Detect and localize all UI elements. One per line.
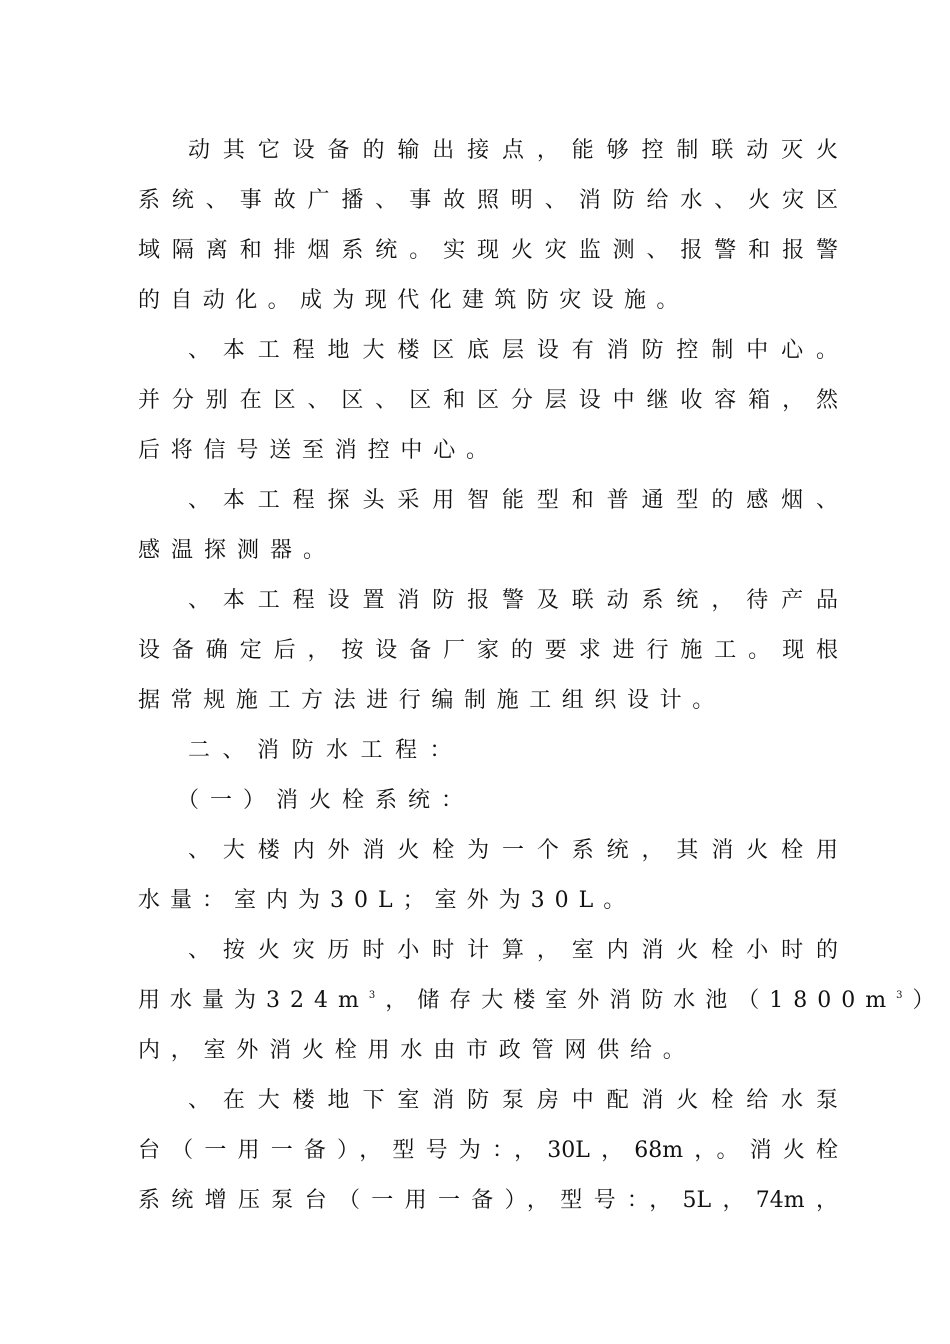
paragraph-line: 动其它设备的输出接点，能够控制联动灭火 xyxy=(188,138,838,163)
paragraph-line: 据常规施工方法进行编制施工组织设计。 xyxy=(138,688,725,713)
paragraph-line xyxy=(138,981,945,1021)
paragraph-line: 后将信号送至消控中心。 xyxy=(138,438,499,463)
paragraph-line: 内，室外消火栓用水由市政管网供给。 xyxy=(138,1038,696,1063)
text-segment: ） xyxy=(912,988,945,1013)
paragraph-line: 台（一用一备），型号为：，30L，68m，。消火栓 xyxy=(138,1138,838,1163)
superscript: 3 xyxy=(368,990,386,1001)
paragraph-line: 水量：室内为30L；室外为30L。 xyxy=(138,888,636,913)
paragraph-line: 、在大楼地下室消防泵房中配消火栓给水泵 xyxy=(188,1088,838,1113)
paragraph-line: 、大楼内外消火栓为一个系统，其消火栓用 xyxy=(188,838,838,863)
paragraph-line: 域隔离和排烟系统。实现火灾监测、报警和报警 xyxy=(138,238,838,263)
paragraph-line: 、本工程设置消防报警及联动系统，待产品 xyxy=(188,588,838,613)
paragraph-line: 的自动化。成为现代化建筑防灾设施。 xyxy=(138,288,689,313)
paragraph-line: 系统增压泵台（一用一备），型号：，5L，74m， xyxy=(138,1188,838,1213)
paragraph-line: 、本工程地大楼区底层设有消防控制中心。 xyxy=(188,338,838,363)
paragraph-line: 设备确定后，按设备厂家的要求进行施工。现根 xyxy=(138,638,838,663)
text-segment: ，储存大楼室外消防水池（1800m xyxy=(385,988,897,1013)
text-segment: 用水量为324m xyxy=(138,988,369,1013)
paragraph-line: 并分别在区、区、区和区分层设中继收容箱，然 xyxy=(138,388,838,413)
paragraph-line: 感温探测器。 xyxy=(138,538,337,563)
section-heading: 二、消防水工程： xyxy=(188,738,465,763)
subsection-heading: （一）消火栓系统： xyxy=(177,788,475,813)
paragraph-line: 、本工程探头采用智能型和普通型的感烟、 xyxy=(188,488,838,513)
paragraph-line: 、按火灾历时小时计算，室内消火栓小时的 xyxy=(188,938,838,963)
superscript: 3 xyxy=(896,990,913,1001)
paragraph-line: 系统、事故广播、事故照明、消防给水、火灾区 xyxy=(138,188,838,213)
